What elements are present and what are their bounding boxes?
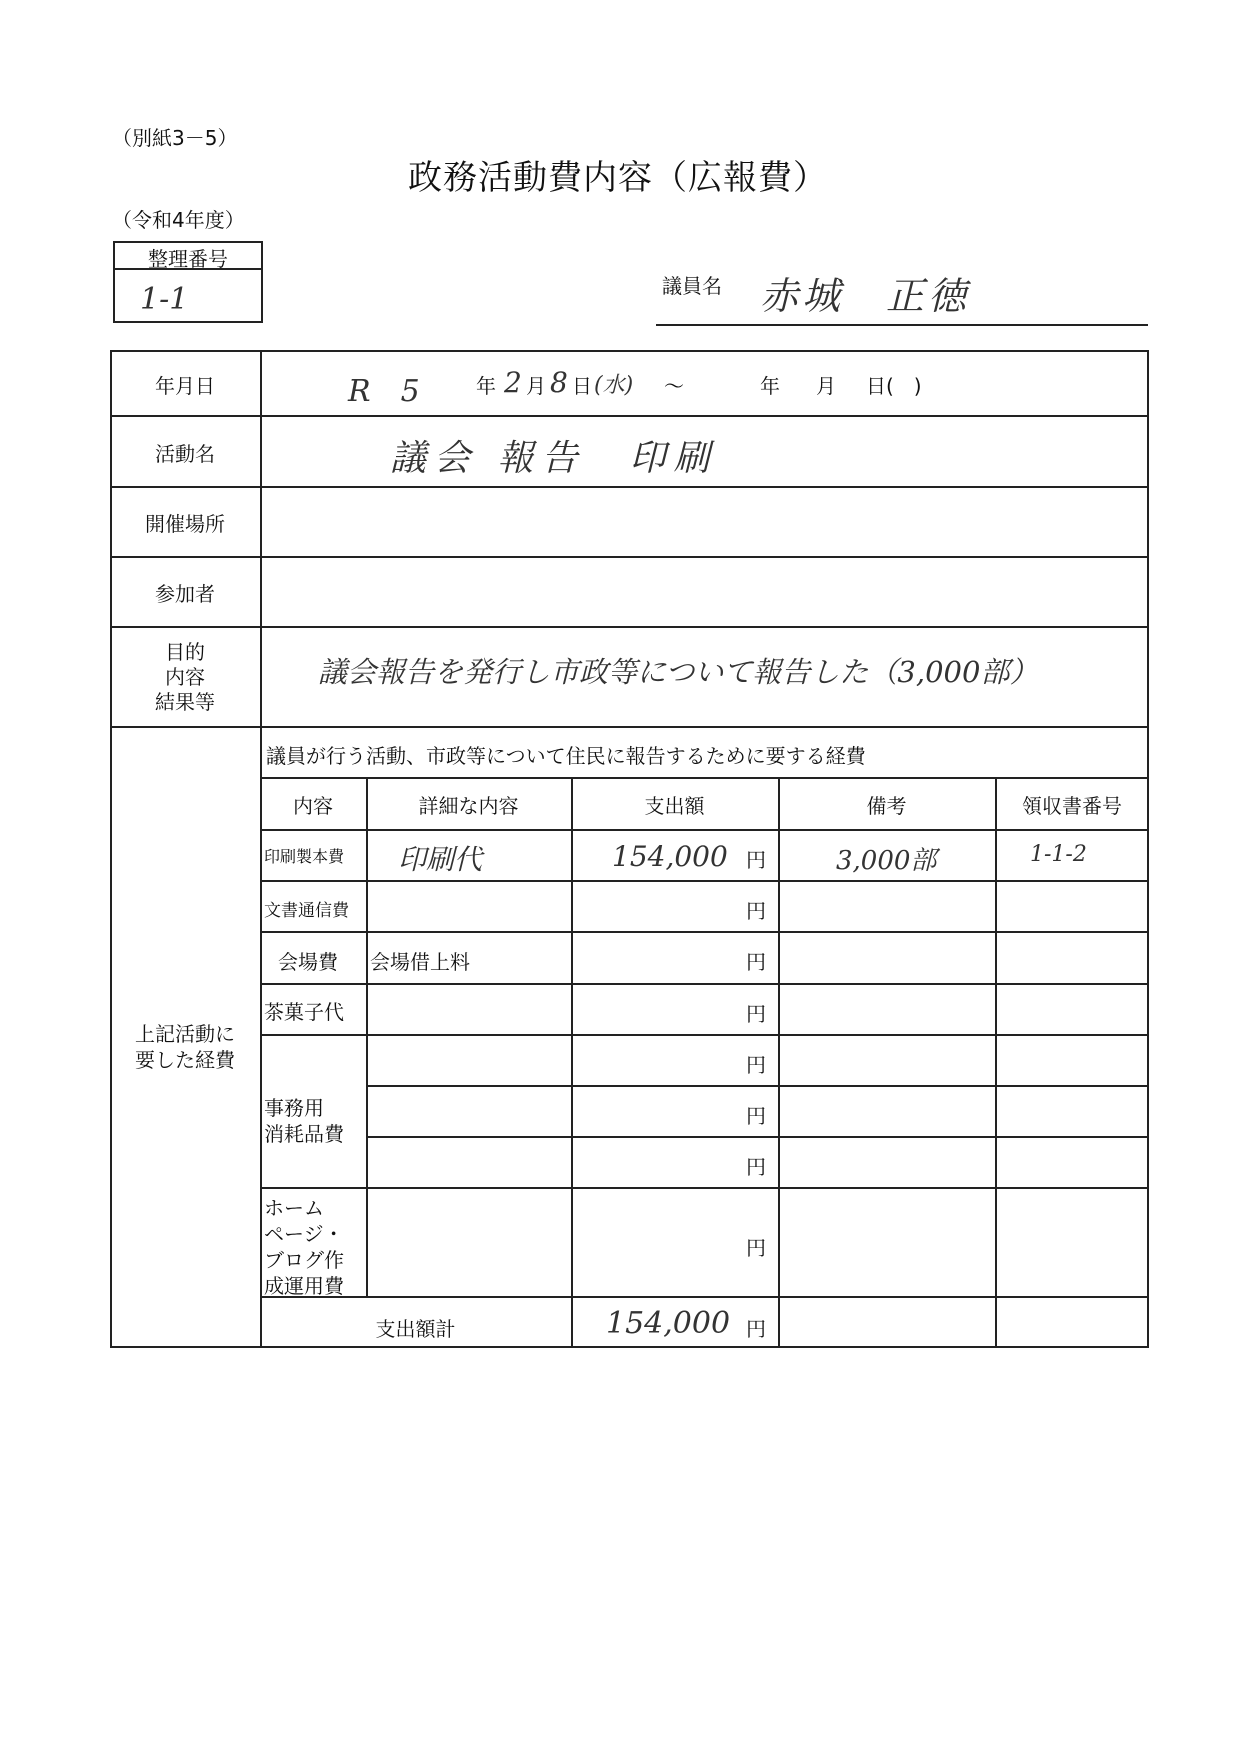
date-end-month: 月	[816, 374, 836, 398]
category-refreshments: 茶菓子代	[264, 1000, 344, 1024]
category-homepage-2: ページ・	[264, 1222, 344, 1246]
yen-refreshments: 円	[746, 1002, 766, 1026]
detail-venue: 会場借上料	[370, 950, 470, 974]
total-label: 支出額計	[375, 1317, 456, 1341]
detail-printing: 印刷代	[398, 843, 483, 876]
member-name: 赤城 正徳	[760, 274, 971, 318]
yen-printing: 円	[746, 848, 766, 872]
date-era: R 5	[348, 374, 420, 409]
participants-label: 参加者	[155, 582, 215, 606]
date-day: 8	[550, 366, 568, 399]
purpose-value: 議会報告を発行し市政等について報告した（3,000部）	[318, 655, 1039, 689]
category-homepage-3: ブログ作	[264, 1248, 344, 1272]
page-title: 政務活動費内容（広報費）	[408, 158, 828, 198]
member-underline	[656, 324, 1148, 326]
col-header-receipt: 領収書番号	[1022, 794, 1122, 818]
purpose-label-2: 内容	[165, 665, 205, 689]
yen-total: 円	[746, 1317, 766, 1341]
category-correspondence: 文書通信費	[264, 901, 349, 921]
purpose-label-3: 結果等	[155, 690, 215, 714]
venue-label: 開催場所	[145, 512, 225, 536]
col-header-category: 内容	[293, 794, 333, 818]
yen-homepage: 円	[746, 1236, 766, 1260]
purpose-label-1: 目的	[165, 640, 205, 664]
category-office-supplies-1: 事務用	[264, 1096, 324, 1120]
amount-printing: 154,000	[612, 840, 728, 873]
ref-number-label: 整理番号	[148, 247, 228, 271]
member-label: 議員名	[662, 274, 722, 298]
expense-section-label-2: 要した経費	[135, 1048, 235, 1072]
category-homepage-1: ホーム	[264, 1196, 324, 1220]
date-day-unit: 日	[572, 374, 592, 398]
activity-value: 議会 報告 印刷	[390, 438, 718, 479]
yen-office-2: 円	[746, 1104, 766, 1128]
date-month-unit: 月	[526, 374, 546, 398]
date-end-year: 年	[760, 374, 780, 398]
yen-office-3: 円	[746, 1155, 766, 1179]
fiscal-year: （令和4年度）	[112, 208, 245, 232]
expense-section-label-1: 上記活動に	[135, 1022, 235, 1046]
category-homepage-4: 成運用費	[264, 1274, 344, 1298]
date-end-day: 日( )	[866, 374, 922, 398]
note-printing: 3,000部	[836, 846, 937, 876]
receipt-printing: 1-1-2	[1030, 842, 1087, 867]
category-venue: 会場費	[278, 950, 338, 974]
col-header-note: 備考	[866, 794, 907, 818]
date-year-unit: 年	[476, 374, 496, 398]
col-header-detail: 詳細な内容	[418, 794, 519, 818]
category-office-supplies-2: 消耗品費	[264, 1122, 344, 1146]
date-weekday: (水)	[594, 373, 634, 398]
col-header-amount: 支出額	[644, 794, 705, 818]
expense-description: 議員が行う活動、市政等について住民に報告するために要する経費	[266, 744, 866, 768]
total-value: 154,000	[606, 1306, 731, 1341]
date-label: 年月日	[155, 374, 215, 398]
date-range-separator: ～	[664, 374, 684, 398]
yen-venue: 円	[746, 950, 766, 974]
yen-office-1: 円	[746, 1053, 766, 1077]
date-month: 2	[504, 366, 522, 399]
activity-label: 活動名	[155, 442, 215, 466]
category-printing: 印刷製本費	[264, 847, 345, 866]
attachment-label: （別紙3－5）	[112, 126, 238, 150]
yen-correspondence: 円	[746, 899, 766, 923]
ref-number-value: 1-1	[140, 282, 189, 317]
